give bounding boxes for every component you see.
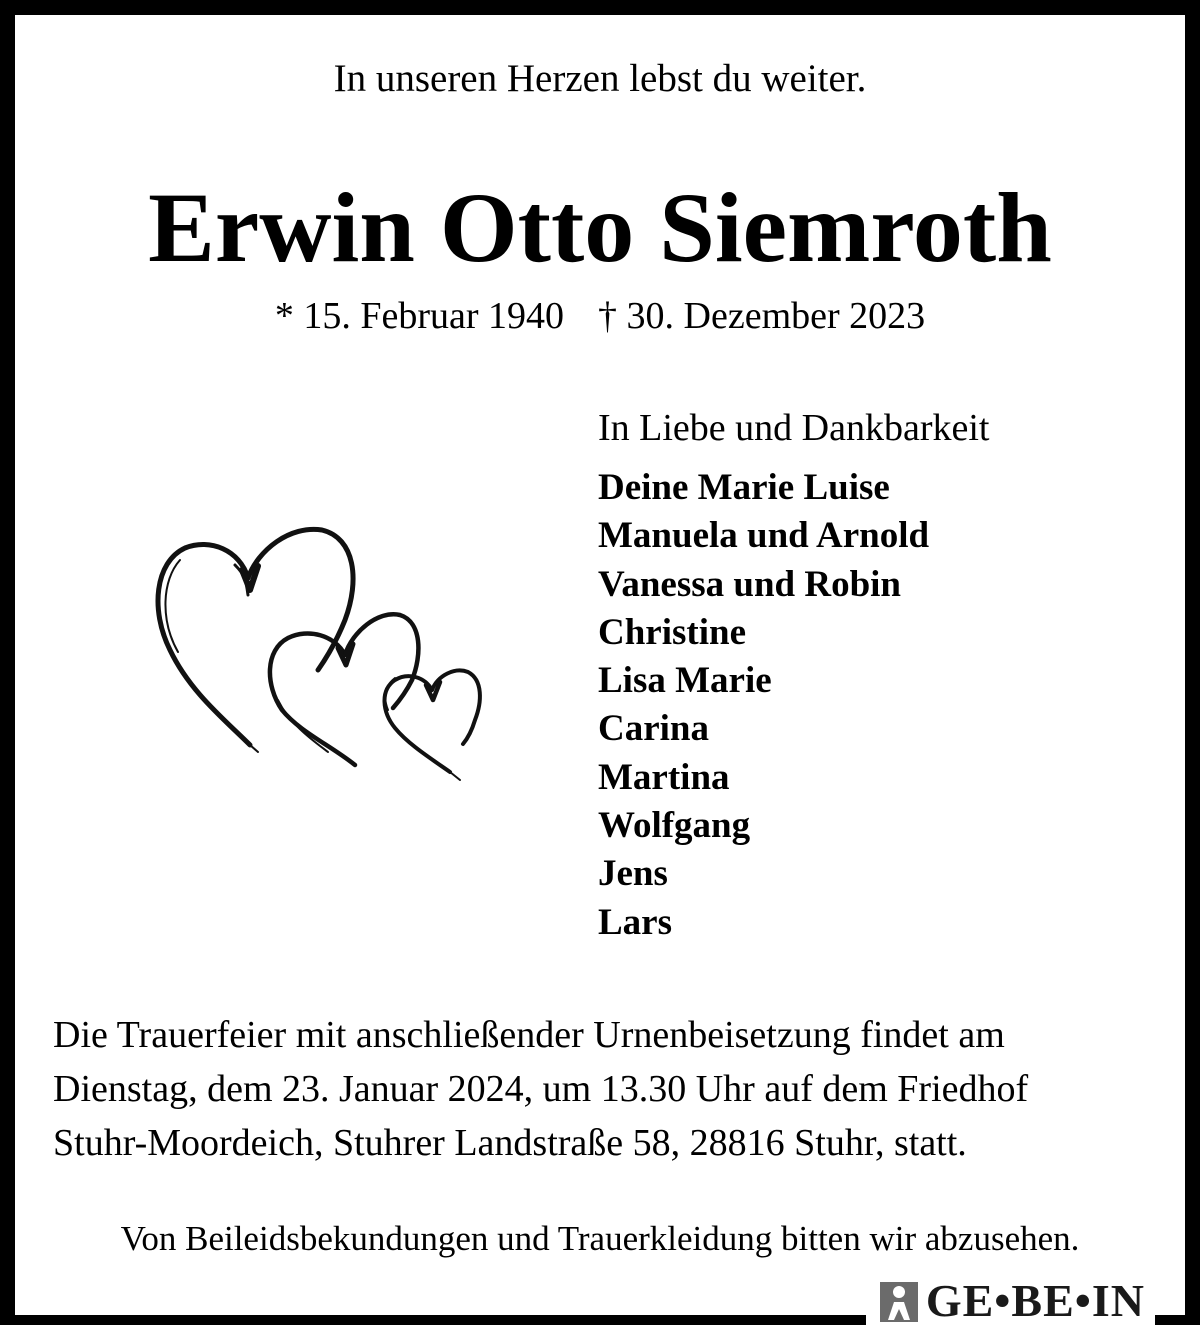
- life-dates: [0, 292, 1200, 340]
- family-member: Martina: [598, 756, 730, 798]
- condolence-request: Von Beileidsbekundungen und Trauerkleidung bitten wir abzusehen.: [120, 1219, 1080, 1258]
- gebein-person-icon: [880, 1280, 918, 1322]
- three-hearts-icon: [150, 520, 490, 790]
- ceremony-line: Dienstag, dem 23. Januar 2024, um 13.30 Uhr auf dem Friedhof: [53, 1068, 1029, 1110]
- family-list: [598, 464, 929, 947]
- family-member: Wolfgang: [598, 805, 751, 847]
- family-member: Lisa Marie: [598, 660, 772, 702]
- family-member: Carina: [598, 708, 709, 750]
- family-member: Manuela und Arnold: [598, 515, 930, 557]
- tagline: In unseren Herzen lebst du weiter.: [333, 57, 867, 100]
- publisher-logo: [866, 1277, 1155, 1325]
- death-date: † 30. Dezember 2023: [598, 295, 926, 337]
- family-member: Christine: [598, 611, 746, 653]
- family-member: Vanessa und Robin: [598, 563, 902, 605]
- deceased-name: Erwin Otto Siemroth: [148, 172, 1052, 283]
- ceremony-line: Stuhr-Moordeich, Stuhrer Landstraße 58, 28816 Stuhr, statt.: [53, 1122, 967, 1164]
- logo-text: GE•BE•IN: [925, 1275, 1145, 1326]
- family-member: Deine Marie Luise: [598, 467, 890, 508]
- dedication: In Liebe und Dankbarkeit: [598, 407, 990, 449]
- family-member: Jens: [598, 853, 668, 895]
- ceremony-line: Die Trauerfeier mit anschließender Urnenbeisetzung findet am: [53, 1014, 1005, 1056]
- ceremony-info: [53, 1008, 1163, 1170]
- birth-date: * 15. Februar 1940: [274, 295, 565, 337]
- family-member: Lars: [598, 901, 672, 943]
